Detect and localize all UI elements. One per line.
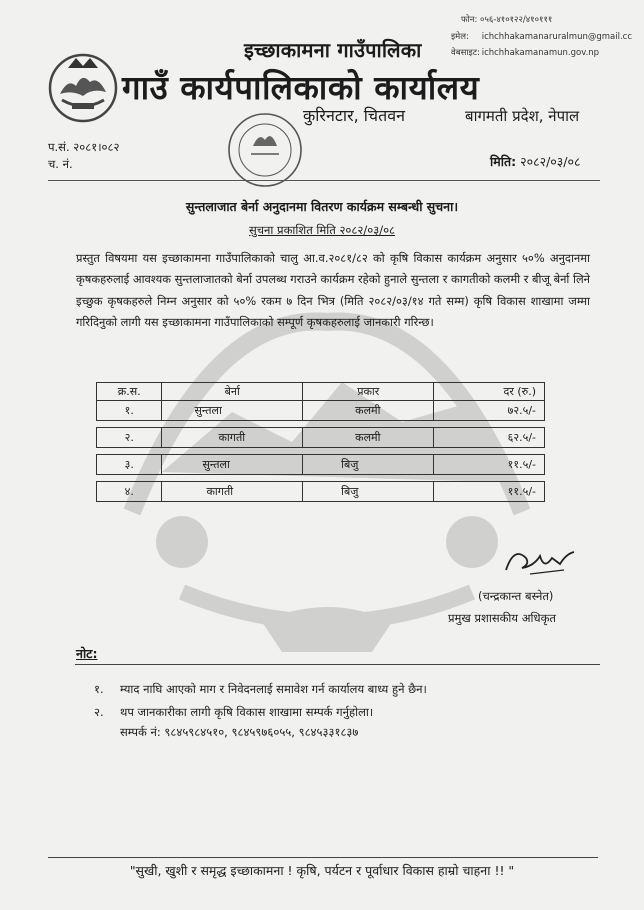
cell-seedling: सुन्तला [162, 401, 303, 421]
footer-divider [48, 857, 598, 858]
phone-value: ०५६-४१०१२२/४१०१११ [480, 15, 553, 25]
cell-serial: २. [97, 428, 162, 448]
row-gap [97, 448, 545, 455]
cell-serial: १. [97, 401, 162, 421]
note-item [94, 705, 373, 720]
cell-rate: ७२.५/- [434, 401, 545, 421]
website-value: ichchhakamanamun.gov.np [481, 48, 600, 58]
row-gap [97, 421, 545, 428]
handwritten-signature [500, 540, 580, 580]
province-name: बागमती प्रदेश, नेपाल [465, 107, 580, 125]
cell-type: कलमी [303, 428, 434, 448]
issue-date [490, 153, 581, 170]
contact-email [451, 31, 632, 42]
notice-subject: सुन्तलाजात बेर्ना अनुदानमा वितरण कार्यक्रम सम्बन्धी सुचना। [185, 199, 459, 214]
cell-rate: ११.५/- [434, 455, 545, 475]
note-text: म्याद नाघि आएको माग र निवेदनलाई समावेश गर्न कार्यालय बाध्य हुने छैन। [120, 682, 427, 696]
cell-serial: ४. [97, 482, 162, 502]
note-number: २. [94, 705, 104, 719]
seedling-rate-table [96, 382, 545, 502]
phone-label: फोन: [461, 15, 478, 25]
contact-website [451, 47, 599, 58]
note-number: १. [94, 682, 104, 696]
table-row [97, 401, 545, 421]
signatory-title: प्रमुख प्रशासकीय अधिकृत [448, 611, 556, 625]
cell-serial: ३. [97, 455, 162, 475]
gap-cell [97, 421, 545, 428]
gap-cell [97, 475, 545, 482]
footer-slogan: "सुखी, खुशी र समृद्ध इच्छाकामना ! कृषि, पर्यटन र पूर्वाधार विकास हाम्रो चाहना !! " [129, 863, 515, 878]
date-label: मिति: [490, 154, 517, 169]
row-gap [97, 475, 545, 482]
nepal-emblem-icon [46, 50, 120, 124]
note-item [94, 682, 427, 697]
emblem-watermark [92, 292, 562, 712]
table-row [97, 482, 545, 502]
office-location: कुरिनटार, चितवन [303, 106, 405, 125]
email-value: ichchhakamanaruralmun@gmail.cc [481, 32, 633, 42]
contact-numbers: सम्पर्क नं: ९८४५९८४५१०, ९८४५९७६०५५, ९८४५३३१८३७ [120, 725, 359, 739]
date-value: २०८२/०३/०८ [520, 154, 581, 169]
header-seedling: बेर्ना [162, 383, 303, 401]
header-type: प्रकार [303, 383, 434, 401]
gap-cell [97, 448, 545, 455]
cell-seedling: कागती [162, 428, 303, 448]
table-header-row [97, 383, 545, 401]
header-serial: क्र.स. [97, 383, 162, 401]
notice-body: प्रस्तुत विषयमा यस इच्छाकामना गाउँपालिकाको चालु आ.व.२०८१/८२ को कृषि विकास कार्यक्रम अनुसार ५०% अनुदानमा कृषकहरुलाई आवश्यक सुन्तलाजातको बेर्ना उपलब्ध गराउने कार्यक्रम रहेको हुनाले सुन्तला र कागतीको कलमी र बीजू बेर्ना लिने इच्छुक कृषकहरुले निम्न अनुसार को ५०% रकम ७ दिन भित्र (मिति २०८२/०३/१४ गते सम्म) कृषि विकास शाखामा जम्मा गरिदिनुको लागी यस इच्छाकामना गाउँपालिकाको सम्पूर्ण कृषकहरुलाई जानकारी गरिन्छ। [76, 251, 590, 329]
cell-seedling: सुन्तला [162, 455, 303, 475]
website-label: वेबसाइट: [451, 48, 480, 58]
cell-rate: ६२.५/- [434, 428, 545, 448]
published-date: सुचना प्रकाशित मिति २०८२/०३/०८ [248, 223, 396, 237]
office-title: गाउँ कार्यपालिकाको कार्यालय [122, 68, 480, 107]
cell-type: बिजु [303, 455, 434, 475]
table-row [97, 428, 545, 448]
email-label: इमेल: [451, 32, 469, 42]
municipality-name: इच्छाकामना गाउँपालिका [244, 38, 422, 62]
reference-number: प.सं. २०८१।०८२ [48, 140, 120, 154]
cell-type: कलमी [303, 401, 434, 421]
note-divider [75, 664, 600, 665]
signatory-name: (चन्द्रकान्त बस्नेत) [478, 589, 554, 603]
header-rate: दर (रु.) [434, 383, 545, 401]
cell-type: बिजु [303, 482, 434, 502]
cell-rate: ११.५/- [434, 482, 545, 502]
dispatch-number: च. नं. [48, 157, 73, 171]
published-date-line [0, 223, 644, 238]
note-heading: नोट: [76, 646, 98, 661]
table-row [97, 455, 545, 475]
cell-seedling: कागती [162, 482, 303, 502]
contact-phone [461, 14, 552, 25]
note-text: थप जानकारीका लागी कृषि विकास शाखामा सम्पर्क गर्नुहोला। [120, 705, 374, 719]
header-divider [48, 180, 600, 181]
office-stamp [225, 110, 305, 190]
